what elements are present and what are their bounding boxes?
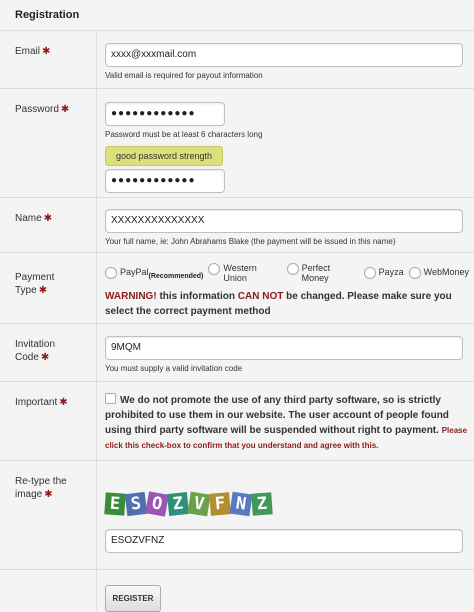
radio-circle-icon[interactable] bbox=[364, 267, 376, 279]
captcha-letter: F bbox=[209, 492, 231, 516]
required-star-icon: ✱ bbox=[40, 352, 50, 363]
captcha-row bbox=[0, 461, 474, 570]
invitation-label-line1: Invitation bbox=[15, 339, 56, 350]
payment-option-payza[interactable] bbox=[364, 267, 404, 279]
submit-label-spacer bbox=[0, 570, 96, 610]
password-field[interactable]: ●●●●●●●●●●●● bbox=[105, 102, 225, 126]
captcha-letter: V bbox=[187, 492, 210, 517]
name-label-text: Name bbox=[15, 213, 42, 224]
email-row bbox=[0, 31, 474, 89]
invitation-field-container bbox=[96, 324, 474, 381]
form-header: Registration bbox=[0, 0, 474, 31]
payment-option-label: WebMoney bbox=[423, 267, 469, 277]
important-text-body: We do not promote the use of any third party software, so is strictly prohibited to use them in our website. The user account of people found using third party software will be suspended without right to payment. bbox=[105, 395, 449, 436]
payment-warning bbox=[105, 289, 474, 319]
payment-option-perfect-money[interactable] bbox=[287, 263, 359, 283]
important-row bbox=[0, 382, 474, 461]
email-hint: Valid email is required for payout information bbox=[105, 71, 263, 80]
payment-option-label: PayPal bbox=[120, 267, 149, 277]
register-button[interactable]: REGISTER bbox=[105, 585, 161, 612]
payment-option-western-union[interactable] bbox=[208, 263, 281, 283]
submit-row bbox=[0, 570, 474, 610]
captcha-letter: S bbox=[125, 492, 148, 516]
recommended-note: (Recommended) bbox=[148, 273, 204, 280]
email-label-text: Email bbox=[15, 46, 41, 57]
payment-option-paypal[interactable] bbox=[105, 267, 203, 279]
invitation-code-field[interactable]: 9MQM bbox=[105, 336, 463, 360]
captcha-letter: Z bbox=[251, 492, 272, 515]
warning-emphasis: CAN NOT bbox=[237, 291, 284, 302]
warning-prefix: WARNING! bbox=[105, 291, 157, 302]
invitation-row bbox=[0, 324, 474, 382]
required-star-icon: ✱ bbox=[42, 46, 51, 57]
name-row bbox=[0, 198, 474, 253]
invitation-hint: You must supply a valid invitation code bbox=[105, 364, 243, 373]
important-label-text: Important bbox=[15, 397, 58, 408]
payment-option-webmoney[interactable] bbox=[409, 267, 469, 279]
name-field-container bbox=[96, 198, 474, 252]
password-hint: Password must be at least 6 characters long bbox=[105, 130, 263, 139]
captcha-letter: O bbox=[145, 491, 169, 516]
captcha-letter: N bbox=[230, 492, 253, 517]
payment-options bbox=[105, 263, 474, 283]
captcha-image bbox=[105, 493, 474, 517]
payment-row bbox=[0, 253, 474, 324]
radio-circle-icon[interactable] bbox=[409, 267, 421, 279]
payment-option-label: Perfect Money bbox=[301, 263, 331, 283]
captcha-letter: Z bbox=[167, 492, 189, 516]
name-field[interactable]: XXXXXXXXXXXXXX bbox=[105, 209, 463, 233]
name-hint: Your full name, ie: John Abrahams Blake (the payment will be issued in this name) bbox=[105, 237, 396, 246]
name-label bbox=[0, 198, 96, 252]
important-text bbox=[105, 393, 468, 453]
password-strength-badge: good password strength bbox=[105, 146, 223, 166]
invitation-label bbox=[0, 324, 96, 381]
password-label bbox=[0, 89, 96, 197]
important-confirm-note: Please click this check-box to confirm that you understand and agree with this. bbox=[105, 426, 468, 450]
required-star-icon: ✱ bbox=[43, 213, 53, 224]
payment-container bbox=[96, 253, 474, 323]
captcha-label-line2: image bbox=[15, 489, 43, 500]
email-field-container bbox=[96, 31, 474, 88]
password-label-text: Password bbox=[15, 104, 59, 115]
required-star-icon: ✱ bbox=[38, 285, 48, 296]
required-star-icon: ✱ bbox=[59, 397, 68, 408]
required-star-icon: ✱ bbox=[60, 104, 70, 115]
warning-mid: this information bbox=[156, 291, 238, 302]
payment-label-line2: Type bbox=[15, 285, 37, 296]
agree-checkbox[interactable] bbox=[105, 393, 116, 404]
captcha-input[interactable]: ESOZVFNZ bbox=[105, 529, 463, 553]
important-container bbox=[96, 382, 474, 460]
payment-label-line1: Payment bbox=[15, 272, 55, 283]
submit-container bbox=[96, 570, 474, 610]
password-field-container bbox=[96, 89, 474, 197]
radio-circle-icon[interactable] bbox=[105, 267, 117, 279]
captcha-label bbox=[0, 461, 96, 569]
warning-rest: be changed. Please make sure you select the correct payment method bbox=[105, 291, 452, 317]
captcha-container bbox=[96, 461, 474, 569]
password-row bbox=[0, 89, 474, 198]
payment-option-label: Payza bbox=[378, 267, 404, 277]
important-label bbox=[0, 382, 96, 460]
password-confirm-field[interactable]: ●●●●●●●●●●●● bbox=[105, 169, 225, 193]
required-star-icon: ✱ bbox=[44, 489, 53, 500]
payment-option-label: Western Union bbox=[223, 263, 257, 283]
email-label bbox=[0, 31, 96, 88]
radio-circle-icon[interactable] bbox=[208, 263, 220, 275]
invitation-label-line2: Code bbox=[15, 352, 39, 363]
email-field[interactable]: xxxx@xxxmail.com bbox=[105, 43, 463, 67]
captcha-label-line1: Re-type the bbox=[15, 476, 67, 487]
radio-circle-icon[interactable] bbox=[287, 263, 299, 275]
captcha-letter: E bbox=[104, 492, 125, 515]
payment-label bbox=[0, 253, 96, 323]
